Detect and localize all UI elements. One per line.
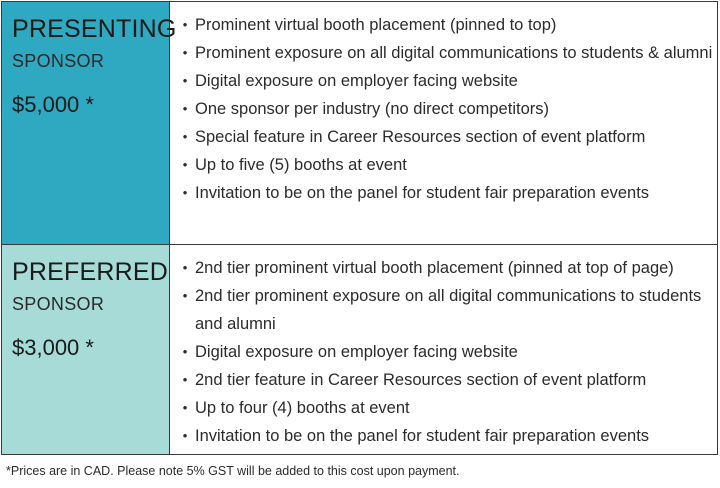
benefit-item bbox=[178, 179, 717, 207]
benefit-item bbox=[178, 151, 717, 179]
tier-row-presenting bbox=[2, 2, 717, 244]
benefit-item bbox=[178, 394, 717, 422]
benefit-text: 2nd tier feature in Career Resources section of event platform bbox=[195, 371, 647, 389]
bullet-icon: • bbox=[182, 372, 188, 387]
benefit-item bbox=[178, 95, 717, 123]
tier-price: $3,000 * bbox=[12, 335, 94, 360]
tier-price: $5,000 * bbox=[12, 92, 94, 117]
benefit-list bbox=[178, 254, 717, 450]
bullet-icon: • bbox=[182, 157, 188, 172]
tier-subtitle: SPONSOR bbox=[12, 294, 105, 314]
bullet-icon: • bbox=[182, 344, 188, 359]
benefit-text: Invitation to be on the panel for student fair preparation events bbox=[195, 427, 650, 445]
benefit-item bbox=[178, 422, 717, 450]
tier-row-preferred bbox=[2, 244, 717, 454]
tier-name: PREFERRED bbox=[12, 258, 168, 286]
bullet-icon: • bbox=[182, 101, 188, 116]
benefit-item bbox=[178, 123, 717, 151]
benefit-text: Digital exposure on employer facing website bbox=[195, 343, 518, 361]
benefits-cell-presenting bbox=[170, 2, 717, 244]
benefit-item bbox=[178, 338, 717, 366]
benefit-item bbox=[178, 282, 717, 338]
bullet-icon: • bbox=[182, 185, 188, 200]
bullet-icon: • bbox=[182, 45, 188, 60]
benefits-cell-preferred bbox=[170, 245, 717, 454]
benefit-text: Invitation to be on the panel for student fair preparation events bbox=[195, 184, 650, 202]
benefit-text: Up to five (5) booths at event bbox=[195, 156, 407, 174]
bullet-icon: • bbox=[182, 260, 188, 275]
benefit-item bbox=[178, 39, 717, 67]
benefit-item bbox=[178, 366, 717, 394]
bullet-icon: • bbox=[182, 400, 188, 415]
bullet-icon: • bbox=[182, 428, 188, 443]
benefit-text: 2nd tier prominent exposure on all digital communications to students and alumni bbox=[195, 287, 702, 333]
benefit-item bbox=[178, 11, 717, 39]
benefit-item bbox=[178, 254, 717, 282]
tier-cell-preferred bbox=[2, 245, 170, 454]
tier-subtitle: SPONSOR bbox=[12, 51, 105, 71]
sponsorship-tier-table bbox=[1, 1, 718, 455]
bullet-icon: • bbox=[182, 73, 188, 88]
benefit-text: One sponsor per industry (no direct competitors) bbox=[195, 100, 549, 118]
benefit-text: Up to four (4) booths at event bbox=[195, 399, 410, 417]
pricing-footnote: *Prices are in CAD. Please note 5% GST will be added to this cost upon payment. bbox=[6, 464, 460, 478]
bullet-icon: • bbox=[182, 129, 188, 144]
benefit-list bbox=[178, 11, 717, 207]
benefit-text: Prominent exposure on all digital communications to students & alumni bbox=[195, 44, 713, 62]
tier-name: PRESENTING bbox=[12, 15, 177, 43]
benefit-text: 2nd tier prominent virtual booth placement (pinned at top of page) bbox=[195, 259, 674, 277]
benefit-item bbox=[178, 67, 717, 95]
tier-cell-presenting bbox=[2, 2, 177, 244]
benefit-text: Special feature in Career Resources section of event platform bbox=[195, 128, 646, 146]
bullet-icon: • bbox=[182, 288, 188, 303]
benefit-text: Digital exposure on employer facing website bbox=[195, 72, 518, 90]
bullet-icon: • bbox=[182, 17, 188, 32]
benefit-text: Prominent virtual booth placement (pinned to top) bbox=[195, 16, 557, 34]
